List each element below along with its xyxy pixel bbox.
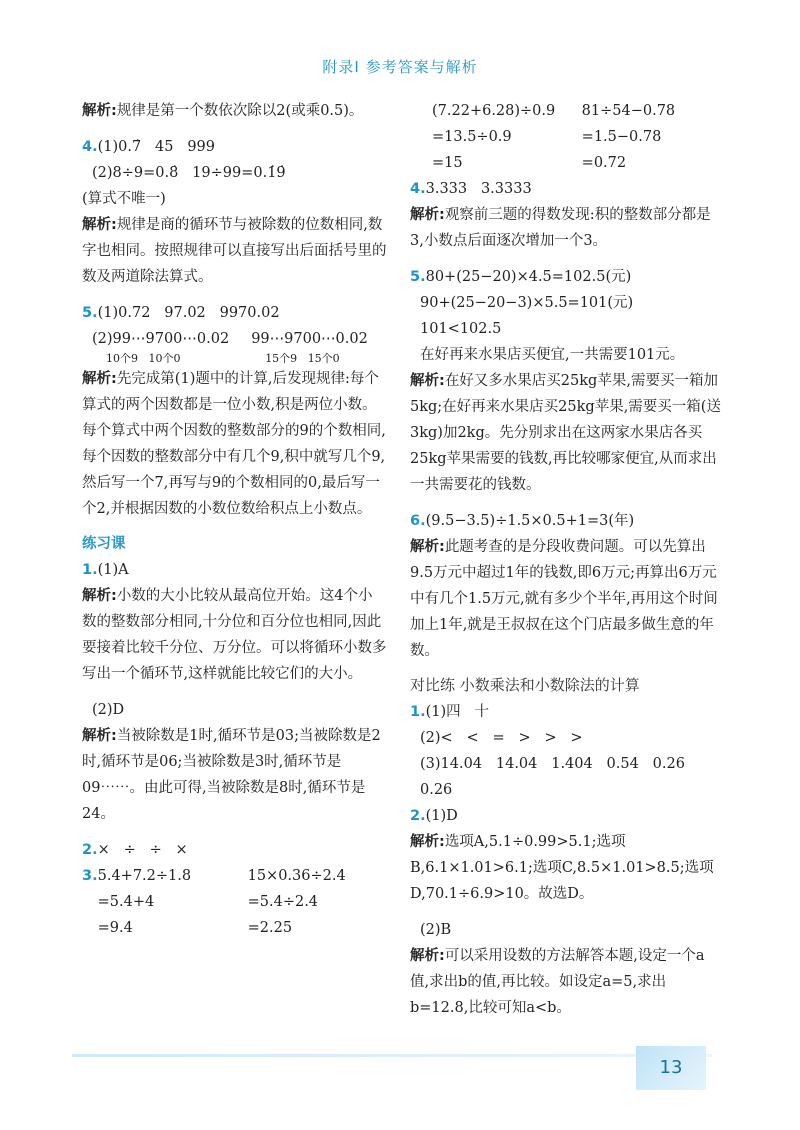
calc-continuation: (7.22+6.28)÷0.9 =13.5÷0.9 =15 81÷54−0.78 =1.5−0.78 =0.72 (432, 103, 676, 171)
question-4-right: 4.3.333 3.3333 解析:观察前三题的得数发现:积的整数部分都是3,小数点后面逐次增加一个3。 (410, 181, 711, 249)
right-column (410, 98, 722, 1031)
practice-question-2: 2.× ÷ ÷ × (82, 842, 188, 858)
question-5: 5.(1)0.72 97.02 9970.02 (2)99⋯9700⋯0.02 10个9 10个0 99⋯9700⋯0.02 15个9 15个0 解析:先完成第(1)题中的计算,后发现规律:每个算式的两个因数都是一位小数,积是两位小数。每个算式中两个因数的整数部分的9的个数相同,每个因数的整数部分中有几个9,积中就写几个9,然后写一个7,再写与9的个数相同的0,最后写一个2,并根据因数的小数位数给积点上小数点。 (82, 305, 386, 517)
compare-question-2: 2.(1)D 解析:选项A,5.1÷0.99>5.1;选项B,6.1×1.01>6.1;选项C,8.5×1.01>8.5;选项D,70.1÷6.9>10。故选D。 (2)B 解析:可以采用设数的方法解答本题,设定一个a值,求出b的值,再比较。如设定a=5,求出b=12.8,比较可知a<b。 (410, 808, 714, 1016)
practice-question-1: 1.(1)A 解析:小数的大小比较从最高位开始。这4个小数的整数部分相同,十分位和百分位也相同,因此要接着比较千分位、万分位。可以将循环小数多写出一个循环节,这样就能比较它们的大小。 (2)D 解析:当被除数是1时,循环节是03;当被除数是2时,循环节是06;当被除数是3时,循环节是09⋯⋯。由此可得,当被除数是8时,循环节是24。 (82, 562, 387, 822)
section-title-compare: 对比练 小数乘法和小数除法的计算 (410, 676, 640, 694)
left-column (82, 98, 387, 941)
analysis-label: 解析: (82, 103, 117, 119)
question-6-right: 6.(9.5−3.5)÷1.5×0.5+1=3(年) 解析:此题考查的是分段收费问题。可以先算出9.5万元中超过1年的钱数,即6万元;再算出6万元中有几个1.5万元,就有多少个半年,再用这个时间加上1年,就是王叔叔在这个门店最多做生意的年数。 (410, 513, 718, 659)
question-5-right: 5.80+(25−20)×4.5=102.5(元) 90+(25−20−3)×5.5=101(元) 101<102.5 在好再来水果店买便宜,一共需要101元。 解析:在好又多水果店买25kg苹果,需要买一箱加5kg;在好再来水果店买25kg苹果,需要买一箱(送3kg)加2kg。先分别求出在这两家水果店各买25kg苹果需要的钱数,再比较哪家便宜,从而求出一共需要花的钱数。 (410, 269, 721, 493)
compare-question-1: 1.(1)四 十 (2)< < = > > > (3)14.04 14.04 1.404 0.54 0.26 0.26 (410, 704, 685, 798)
page-number: 13 (636, 1046, 706, 1090)
footer-bar (72, 1054, 712, 1057)
section-title-practice: 练习课 (82, 536, 126, 552)
brace-expression-row: (2)99⋯9700⋯0.02 10个9 10个0 99⋯9700⋯0.02 15个9 15个0 (92, 331, 368, 365)
practice-question-3: 3. 5.4+7.2÷1.8 =5.4+4 =9.4 15×0.36÷2.4 =5.4÷2.4 =2.25 (82, 868, 346, 936)
question-4: 4.(1)0.7̇ 45 999 (2)8÷9=0.8̇ 19÷99=0.1̇9̇ (算式不唯一) 解析:规律是商的循环节与被除数的位数相同,数字也相同。按照规律可以直接写出后面括号里的数及两道除法算式。 (82, 139, 387, 285)
page-header: 附录Ⅰ 参考答案与解析 (322, 58, 478, 76)
answer-paragraph: 解析:规律是第一个数依次除以2(或乘0.5)。 (82, 103, 364, 119)
